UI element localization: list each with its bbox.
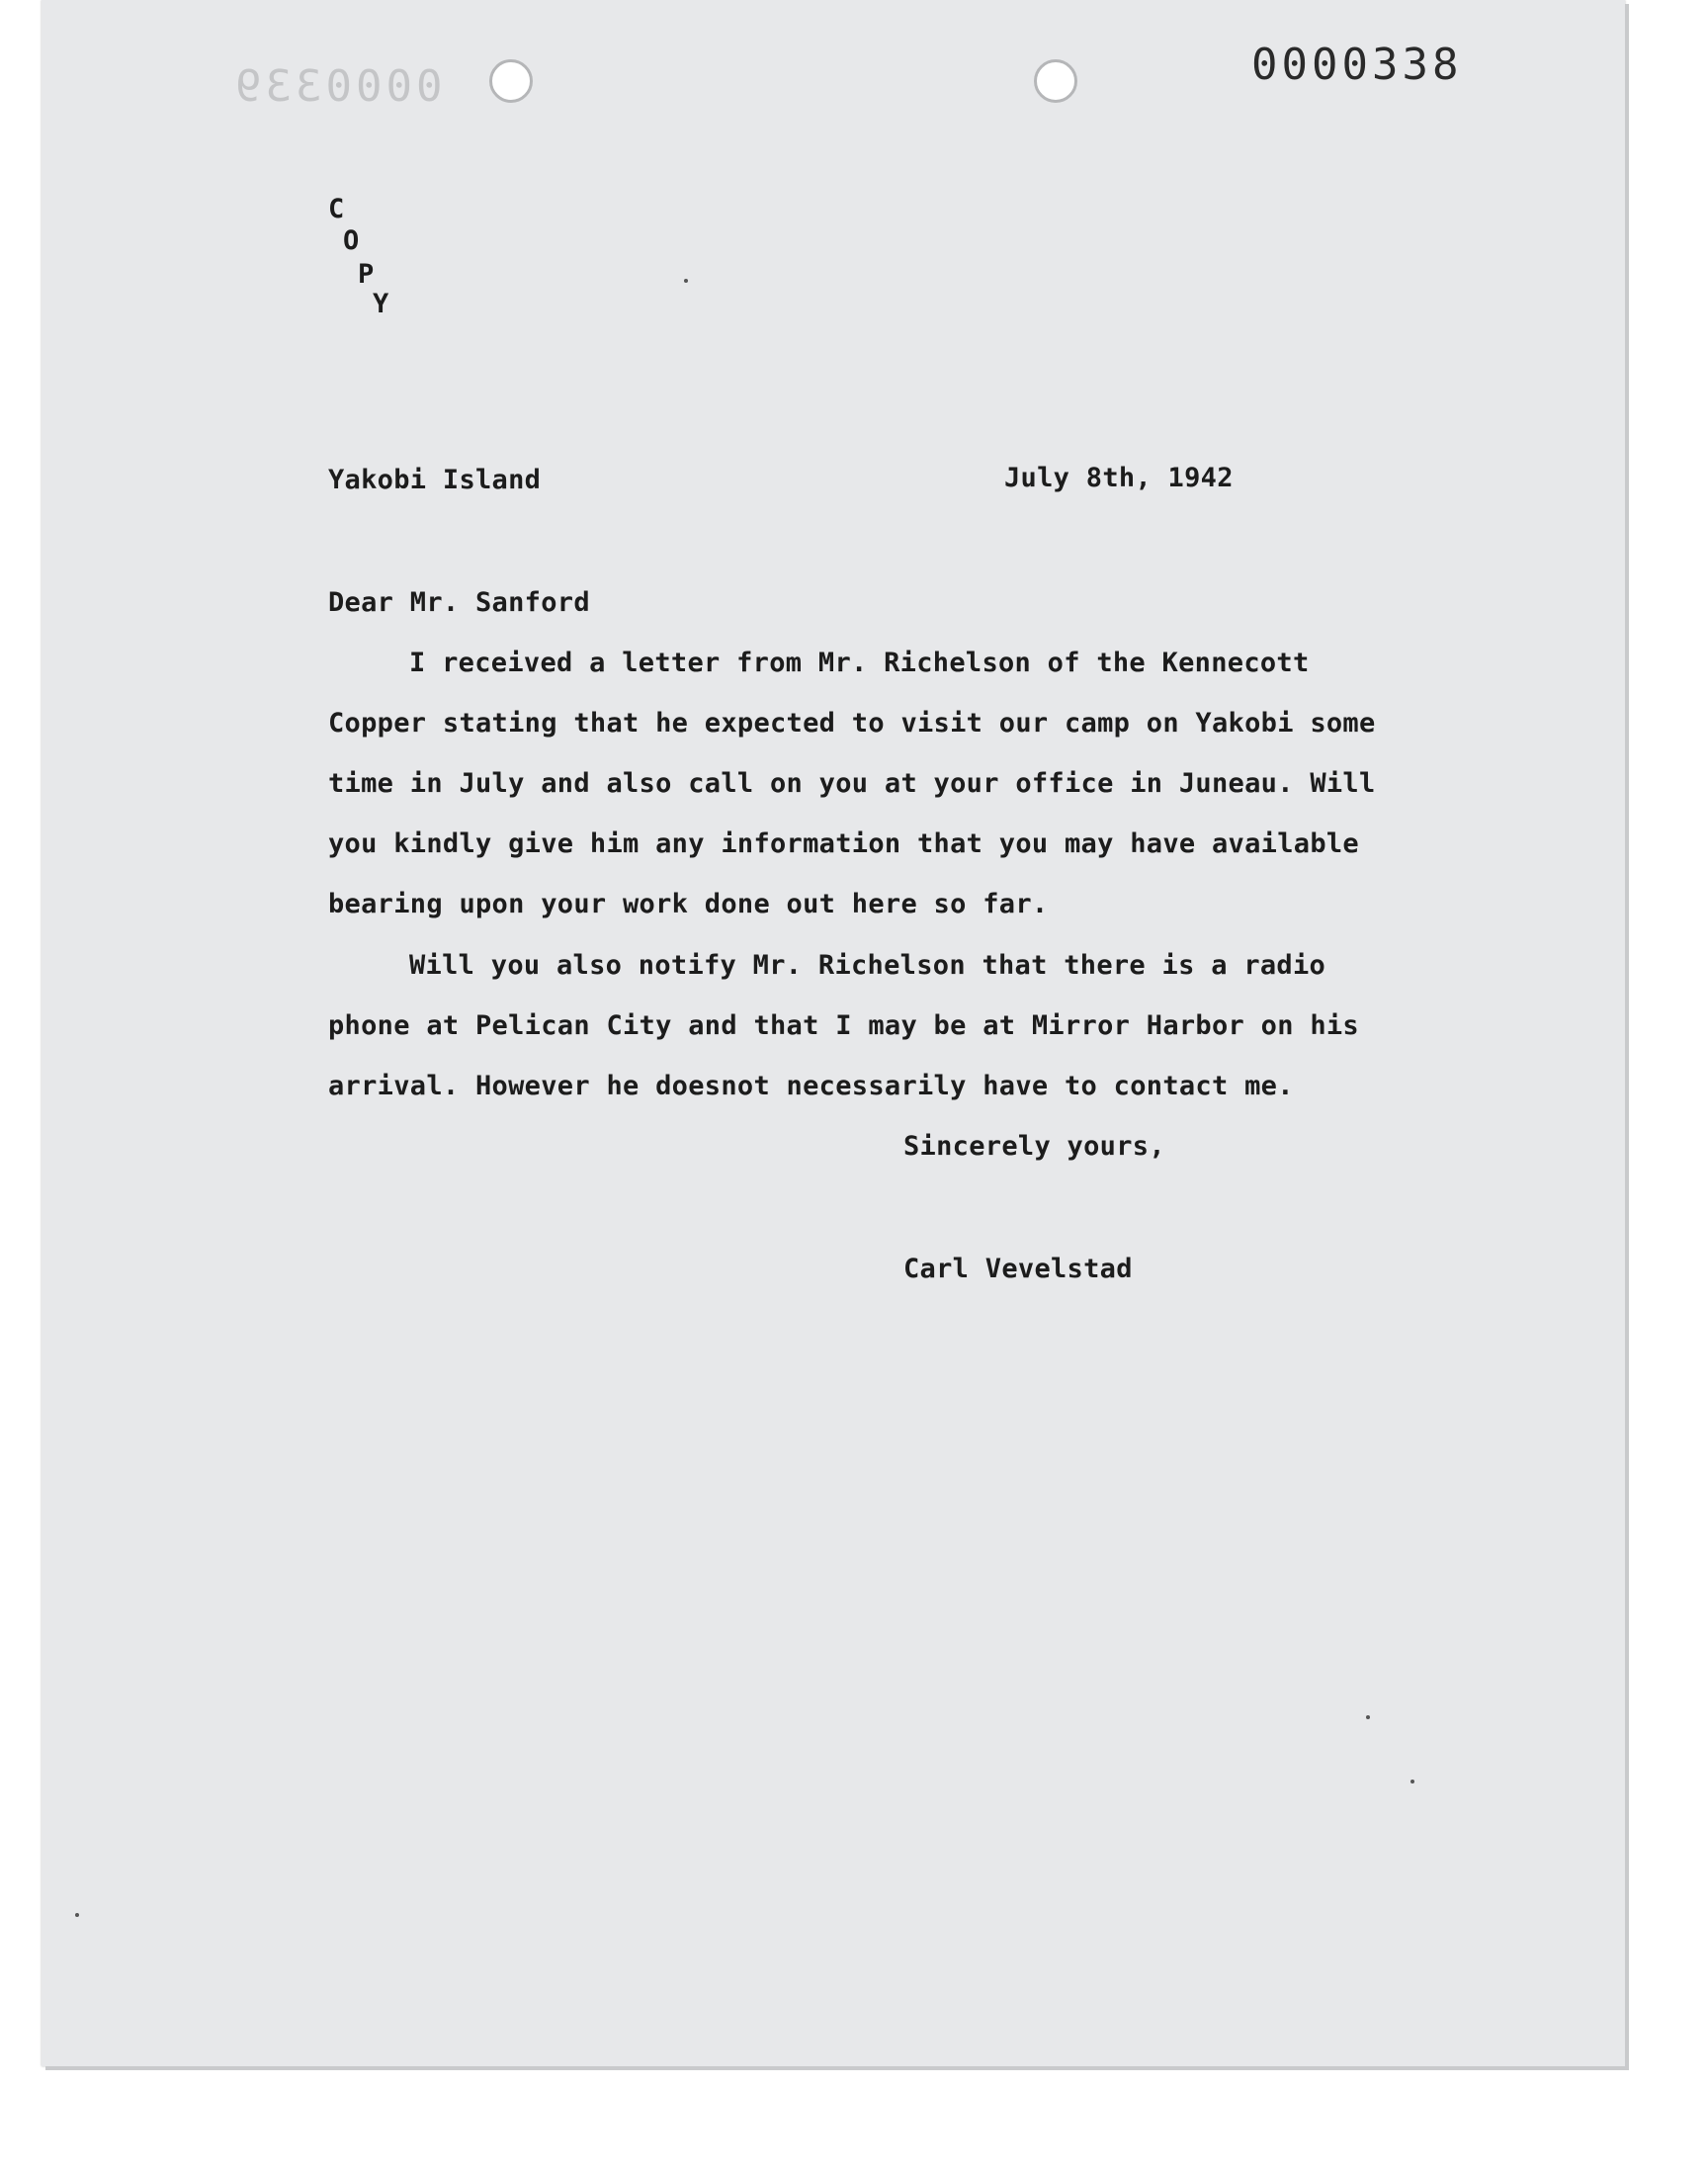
salutation: Dear Mr. Sanford (328, 587, 590, 618)
body-line: you kindly give him any information that you may have available (328, 828, 1359, 859)
body-line: time in July and also call on you at your office in Juneau. Will (328, 768, 1376, 799)
document-page (42, 0, 1625, 2066)
copy-letter-o: O (343, 225, 360, 256)
location: Yakobi Island (328, 465, 542, 495)
closing: Sincerely yours, (903, 1131, 1165, 1162)
dust-speck (684, 279, 688, 283)
copy-letter-p: P (358, 259, 375, 290)
copy-letter-c: C (328, 194, 345, 224)
punch-hole-left (489, 59, 533, 103)
body-line: bearing upon your work done out here so far. (328, 889, 1049, 919)
body-line: I received a letter from Mr. Richelson of the Kennecott (409, 648, 1310, 678)
date: July 8th, 1942 (1004, 463, 1234, 493)
body-line: Will you also notify Mr. Richelson that there is a radio (409, 950, 1326, 981)
body-line: arrival. However he doesnot necessarily have to contact me. (328, 1071, 1294, 1101)
dust-speck (1410, 1780, 1414, 1784)
stamp-number: 0000338 (1251, 40, 1463, 90)
dust-speck (1366, 1715, 1370, 1719)
signature: Carl Vevelstad (903, 1254, 1133, 1284)
body-line: Copper stating that he expected to visit our camp on Yakobi some (328, 708, 1376, 739)
ghost-stamp-number: 0000339 (231, 61, 443, 112)
body-line: phone at Pelican City and that I may be at Mirror Harbor on his (328, 1010, 1359, 1041)
dust-speck (75, 1913, 79, 1917)
punch-hole-right (1034, 59, 1077, 103)
copy-letter-y: Y (373, 289, 389, 319)
